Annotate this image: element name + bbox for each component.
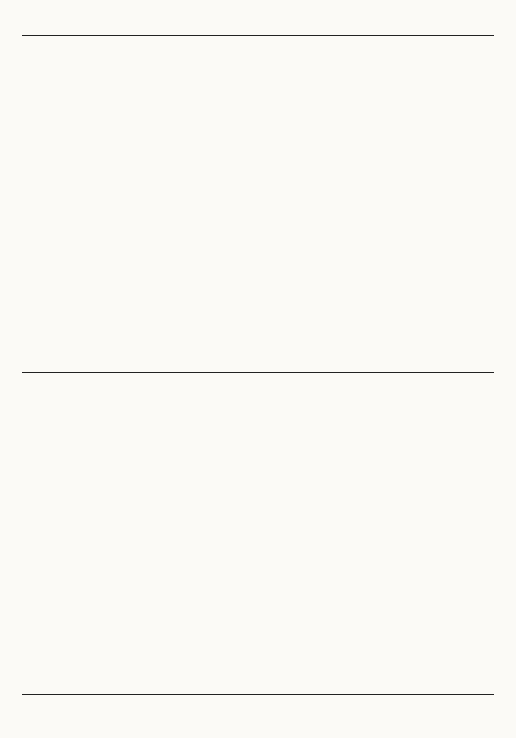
tier-divider xyxy=(22,372,494,373)
upper-text-tier xyxy=(20,44,496,364)
footer-rule xyxy=(22,694,494,695)
lower-text-tier xyxy=(20,381,496,687)
header-rule xyxy=(22,35,494,36)
